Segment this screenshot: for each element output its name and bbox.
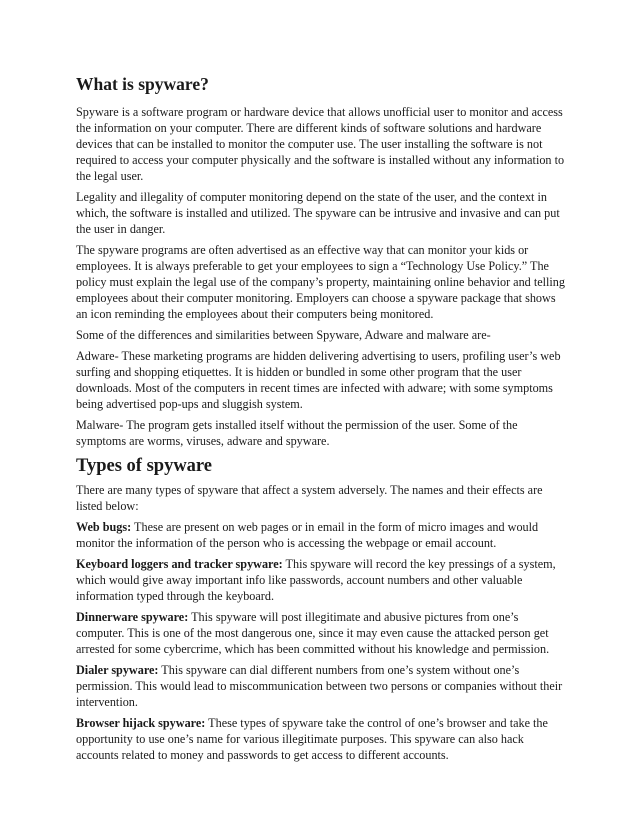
intro-paragraph-4: Some of the differences and similarities between Spyware, Adware and malware are- [76, 328, 491, 342]
intro-paragraph-2: Legality and illegality of computer monitoring depend on the state of the user, and the context in which, the software is installed and utilized. The spyware can be intrusive and invasive and can put the user in danger. [76, 190, 560, 236]
intro-paragraph-6: Malware- The program gets installed itself without the permission of the user. Some of the symptoms are worms, viruses, adware and spyware. [76, 418, 518, 448]
type-term: Keyboard loggers and tracker spyware: [76, 557, 283, 572]
type-desc: These are present on web pages or in email in the form of micro images and would monitor the information of the person who is accessing the webpage or email account. [76, 520, 539, 551]
page-title: What is spyware? [76, 74, 209, 94]
intro-paragraph-1: Spyware is a software program or hardware device that allows unofficial user to monitor and access the information on your computer. There are different kinds of software solutions and hardware devices that can be installed to monitor the computer use. The user installing the software is not required to access your computer physically and the software is installed without any information to the legal user. [76, 105, 565, 183]
type-item-dinnerware [76, 609, 568, 657]
type-item-dialer [76, 662, 568, 710]
type-term: Browser hijack spyware: [76, 716, 206, 731]
type-item-browser-hijack [76, 715, 568, 763]
type-desc: These types of spyware take the control of one’s browser and take the opportunity to use one’s name for various illegitimate purposes. This spyware can also hack accounts related to money and passwords to get access to different accounts. [76, 716, 548, 763]
section-heading-types: Types of spyware [76, 456, 213, 476]
type-term: Dialer spyware: [76, 663, 159, 678]
type-item-keyboard-loggers [76, 556, 568, 604]
type-term: Web bugs: [76, 520, 132, 535]
type-desc: This spyware will record the key pressings of a system, which would give away important info like passwords, account numbers and other valuable information typed through the keyboard. [76, 557, 556, 604]
types-intro: There are many types of spyware that affect a system adversely. The names and their effects are listed below: [76, 483, 543, 514]
intro-paragraph-3: The spyware programs are often advertised as an effective way that can monitor your kids or employees. It is always preferable to get your employees to sign a “Technology Use Policy.” The policy must explain the legal use of the company’s property, maintaining online behavior and telling employees about their computer monitoring. Employers can choose a spyware package that shows an icon reminding the employees about their computers being monitored. [76, 243, 565, 321]
type-desc: This spyware will post illegitimate and abusive pictures from one’s computer. This is one of the most dangerous one, since it may even cause the attacked person get arrested for some cybercrime, which has been committed without his knowledge and permission. [76, 610, 550, 657]
intro-paragraph-5: Adware- These marketing programs are hidden delivering advertising to users, profiling user’s web surfing and shopping etiquettes. It is hidden or bundled in some other program that the user downloads. Most of the computers in recent times are infected with adware; with some symptoms being advertised pop-ups and sluggish system. [76, 349, 561, 411]
type-term: Dinnerware spyware: [76, 610, 189, 625]
type-desc: This spyware can dial different numbers from one’s system without one’s permission. This would lead to miscommunication between two persons or companies without their intervention. [76, 663, 563, 710]
type-item-web-bugs [76, 519, 568, 551]
